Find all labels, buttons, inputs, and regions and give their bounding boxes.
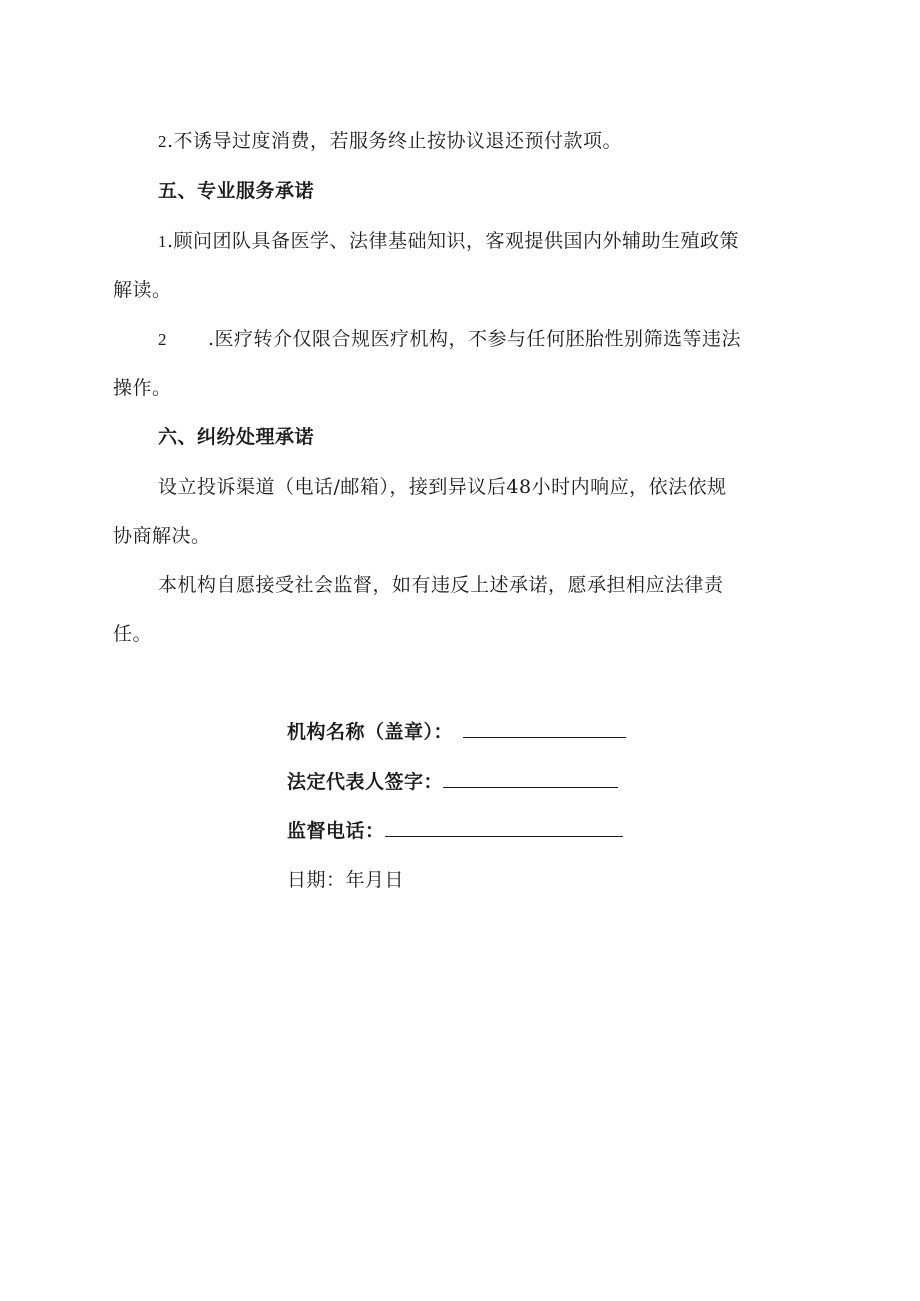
list-item-2 [158, 128, 622, 155]
org-name-row [287, 719, 626, 745]
paragraph-supervision-line-1: 本机构自愿接受社会监督，如有违反上述承诺，愿承担相应法律责 [158, 574, 724, 596]
list-number: 1 [158, 232, 167, 251]
list-item-1-line-1 [158, 228, 739, 255]
rep-signature-blank[interactable] [443, 769, 618, 788]
org-name-label: 机构名称（盖章）： [287, 721, 454, 743]
list-text: .医疗转介仅限合规医疗机构，不参与任何胚胎性别筛选等违法 [208, 328, 742, 350]
list-item-2b-line-1 [158, 326, 741, 353]
list-item-1-line-2: 解读。 [113, 279, 172, 301]
section-heading-6: 六、纠纷处理承诺 [158, 426, 315, 448]
rep-signature-row [287, 769, 618, 795]
section-heading-5: 五、专业服务承诺 [158, 180, 315, 202]
paragraph-complaints-line-1: 设立投诉渠道（电话/邮箱），接到异议后48小时内响应，依法依规 [158, 476, 727, 498]
date-row: 日期：年月日 [287, 869, 405, 891]
phone-blank[interactable] [385, 818, 623, 837]
phone-label: 监督电话： [287, 820, 385, 842]
rep-signature-label: 法定代表人签字： [287, 771, 444, 793]
paragraph-complaints-line-2: 协商解决。 [113, 525, 211, 547]
list-number: 2 [158, 330, 167, 349]
list-item-2b-line-2: 操作。 [113, 377, 172, 399]
paragraph-supervision-line-2: 任。 [113, 623, 153, 645]
list-number: 2 [158, 132, 167, 151]
list-text: .顾问团队具备医学、法律基础知识，客观提供国内外辅助生殖政策 [167, 230, 740, 252]
org-name-blank[interactable] [463, 719, 626, 738]
phone-row [287, 818, 623, 844]
list-text: .不诱导过度消费，若服务终止按协议退还预付款项。 [167, 130, 623, 152]
